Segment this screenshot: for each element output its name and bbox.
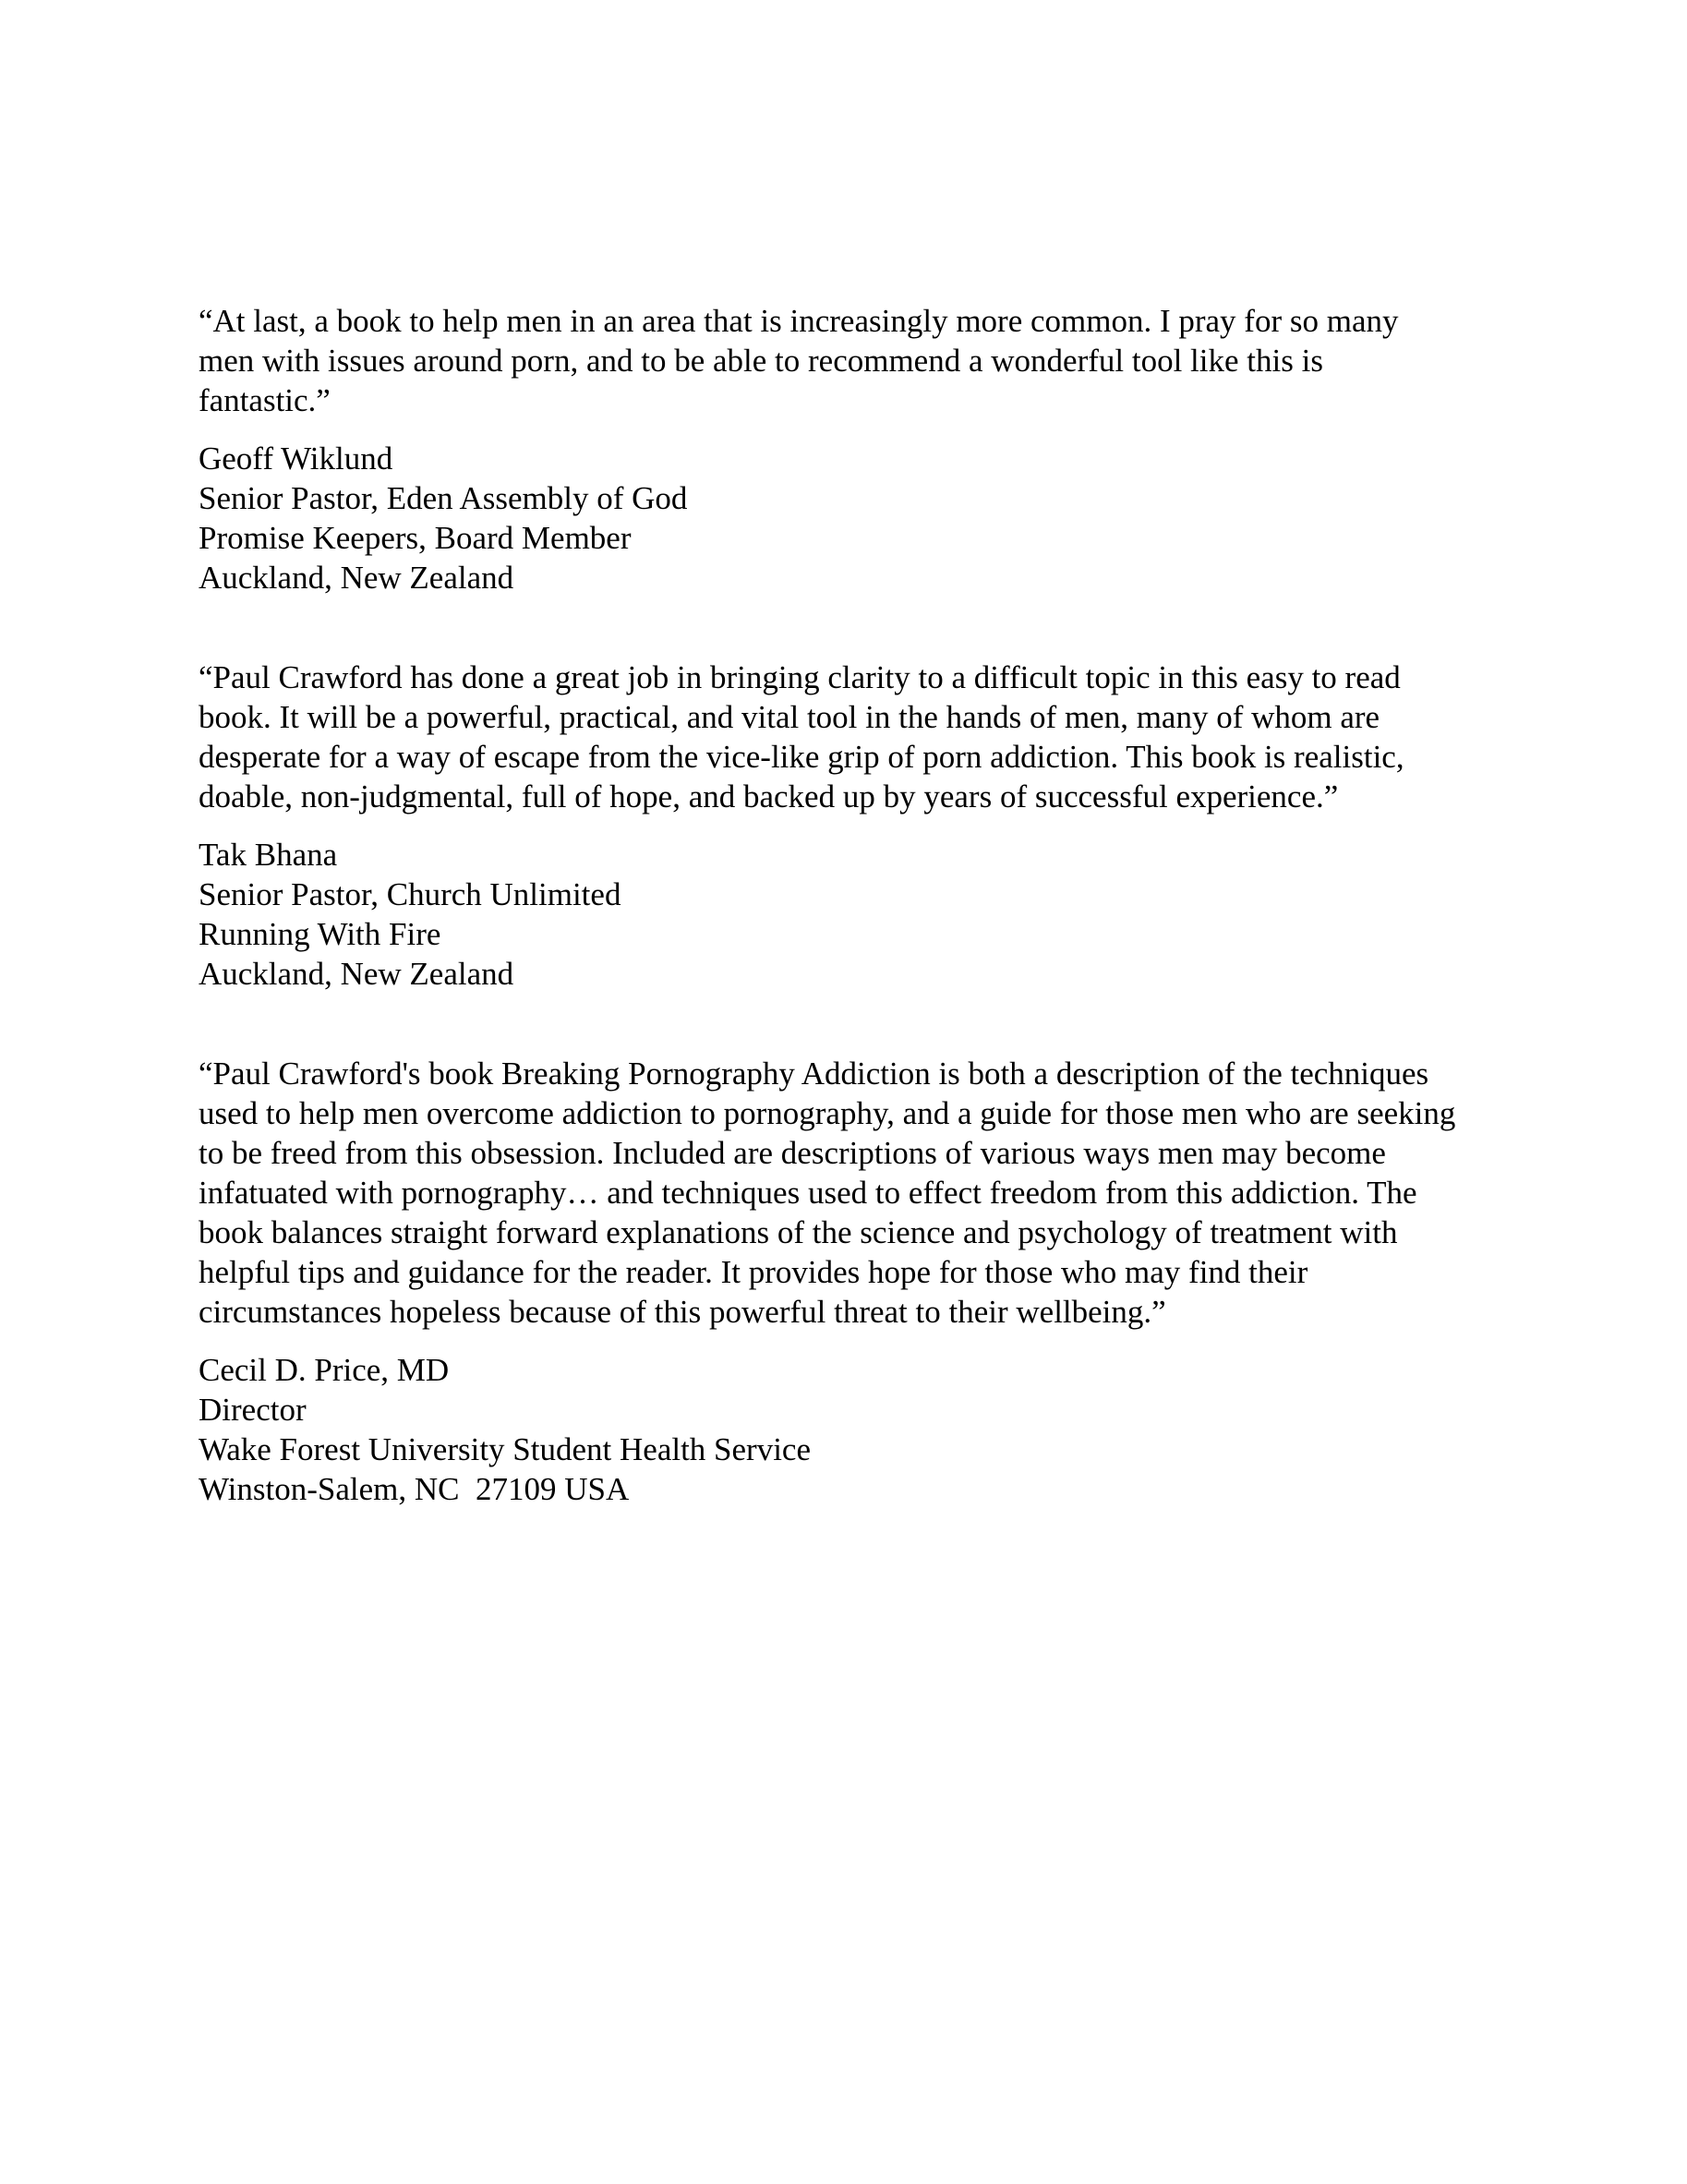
- testimonial-1: [199, 301, 1510, 597]
- author-name: Cecil D. Price, MD: [199, 1352, 450, 1388]
- author-name: Geoff Wiklund: [199, 440, 393, 477]
- author-title: Director: [199, 1392, 307, 1428]
- author-affiliation: Running With Fire: [199, 916, 441, 952]
- quote-line: used to help men overcome addiction to pornography, and a guide for those men who are seeking: [199, 1095, 1456, 1131]
- quote-line: helpful tips and guidance for the reader. It provides hope for those who may find their: [199, 1254, 1308, 1290]
- testimonial-3: [199, 1054, 1510, 1509]
- quote-line: doable, non-judgmental, full of hope, and backed up by years of successful experience.”: [199, 778, 1339, 814]
- author-name: Tak Bhana: [199, 837, 338, 873]
- testimonial-quote: [199, 301, 1510, 420]
- testimonial-quote: [199, 1054, 1510, 1332]
- author-affiliation: Wake Forest University Student Health Service: [199, 1431, 812, 1467]
- quote-line: “Paul Crawford has done a great job in bringing clarity to a difficult topic in this easy to read: [199, 659, 1401, 695]
- testimonials-section: [199, 301, 1510, 1509]
- testimonial-quote: [199, 658, 1510, 816]
- author-location: Auckland, New Zealand: [199, 560, 514, 596]
- testimonial-2: [199, 658, 1510, 994]
- quote-line: book balances straight forward explanations of the science and psychology of treatment with: [199, 1214, 1398, 1250]
- testimonial-signature: [199, 1350, 1510, 1509]
- author-location: Winston-Salem, NC 27109 USA: [199, 1471, 630, 1507]
- quote-line: fantastic.”: [199, 382, 331, 418]
- quote-line: “At last, a book to help men in an area that is increasingly more common. I pray for so many: [199, 303, 1399, 339]
- quote-line: men with issues around porn, and to be able to recommend a wonderful tool like this is: [199, 343, 1323, 379]
- quote-line: book. It will be a powerful, practical, and vital tool in the hands of men, many of whom are: [199, 699, 1380, 735]
- author-title: Senior Pastor, Church Unlimited: [199, 876, 621, 912]
- author-location: Auckland, New Zealand: [199, 956, 514, 992]
- author-affiliation: Promise Keepers, Board Member: [199, 520, 632, 556]
- quote-line: “Paul Crawford's book Breaking Pornography Addiction is both a description of the techniques: [199, 1056, 1429, 1092]
- author-title: Senior Pastor, Eden Assembly of God: [199, 480, 688, 516]
- quote-line: desperate for a way of escape from the vice-like grip of porn addiction. This book is realistic,: [199, 739, 1404, 775]
- quote-line: circumstances hopeless because of this powerful threat to their wellbeing.”: [199, 1294, 1166, 1330]
- quote-line: infatuated with pornography… and techniques used to effect freedom from this addiction. The: [199, 1175, 1417, 1211]
- testimonial-signature: [199, 439, 1510, 597]
- testimonial-signature: [199, 835, 1510, 994]
- quote-line: to be freed from this obsession. Included are descriptions of various ways men may become: [199, 1135, 1386, 1171]
